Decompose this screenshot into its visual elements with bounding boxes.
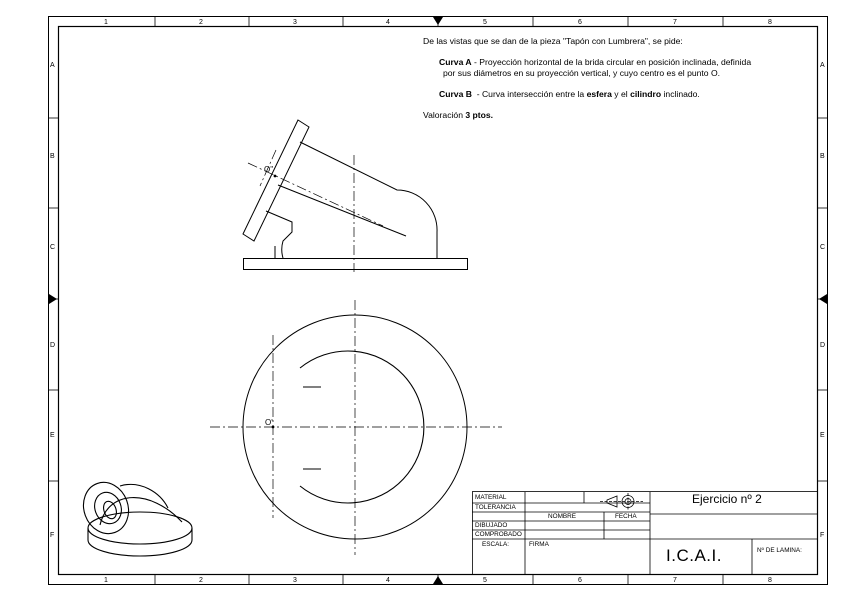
point-o-elevation [274,175,277,178]
row-label-right: A [820,62,825,69]
center-mark-top [433,17,443,25]
base-plate [244,259,468,270]
tb-comprobado: COMPROBADO [475,531,522,538]
inclined-flange [243,120,309,241]
exercise-statement [423,36,823,121]
tb-nombre: NOMBRE [548,513,577,520]
row-label-left: B [50,153,55,160]
tb-school: I.C.A.I. [666,546,722,565]
col-label-bottom: 6 [578,577,582,584]
row-label-left: D [50,342,56,349]
iso-bore [101,499,118,520]
col-label-bottom: 7 [673,577,677,584]
port-side [266,211,292,258]
tb-tolerancia: TOLERANCIA [475,504,516,511]
col-label-top: 1 [104,19,108,26]
center-mark-left [49,294,57,304]
col-label-top: 4 [386,19,390,26]
curve-b-text-3: inclinado. [661,89,700,99]
center-mark-right [819,294,827,304]
row-label-left: C [50,244,56,251]
col-label-top: 5 [483,19,487,26]
statement-intro: De las vistas que se dan de la pieza "Tapón con Lumbrera", se pide: [423,36,683,46]
curve-b-text-1: - Curva intersección entre la [471,89,587,99]
col-label-top: 3 [293,19,297,26]
row-label-right: D [820,342,826,349]
curve-b-text-2: y el [611,89,631,99]
isometric-view [76,476,192,556]
row-label-right: E [820,432,825,439]
col-label-top: 2 [199,19,203,26]
col-label-top: 7 [673,19,677,26]
center-mark-bottom [433,576,443,584]
col-label-bottom: 2 [199,577,203,584]
curve-b-bold-1: esfera [586,89,612,99]
elevation-view [243,120,468,272]
col-label-top: 8 [768,19,772,26]
curve-b-bold-2: cilindro [630,89,662,99]
col-label-bottom: 4 [386,577,390,584]
port-inner [266,211,275,258]
tb-material: MATERIAL [475,494,507,501]
curve-a-text-1: - Proyección horizontal de la brida circular en posición inclinada, definida [471,57,752,67]
tb-dibujado: DIBUJADO [475,522,508,529]
curve-a-description [423,57,823,79]
iso-dome [100,498,182,525]
tb-exercise-title: Ejercicio nº 2 [692,492,762,506]
curve-b-label: Curva B [439,89,472,99]
score-value: 3 ptos. [465,110,494,120]
iso-flange-outer [76,476,135,540]
score-text: Valoración [423,110,466,120]
row-label-left: F [50,532,55,539]
iso-neck [120,484,168,508]
col-label-bottom: 8 [768,577,772,584]
col-label-bottom: 3 [293,577,297,584]
col-label-bottom: 5 [483,577,487,584]
pipe-inner-contour [278,185,406,236]
tb-firma: FIRMA [529,541,549,548]
row-label-left: A [50,62,55,69]
row-label-left: E [50,432,55,439]
row-label-right: B [820,153,825,160]
point-label-plan: O' [265,418,273,427]
col-label-bottom: 1 [104,577,108,584]
plan-view [210,300,502,555]
score-line [423,110,823,121]
curve-b-description [423,89,823,100]
curve-a-text-2: por sus diámetros en su proyección vertical, y cuyo centro es el punto O. [443,68,721,78]
title-block-lines [472,492,818,576]
tb-escala: ESCALA: [482,541,509,548]
pipe-outer-contour [300,142,437,258]
iso-base-bottom [88,528,192,556]
point-label-elevation: O'' [264,165,274,174]
row-label-right: C [820,244,826,251]
row-label-right: F [820,532,825,539]
curve-a-label: Curva A [439,57,472,67]
projection-symbol [600,493,643,510]
col-label-top: 6 [578,19,582,26]
tb-fecha: FECHA [615,513,637,520]
tb-sheet-number: Nº DE LAMINA: [757,547,802,554]
